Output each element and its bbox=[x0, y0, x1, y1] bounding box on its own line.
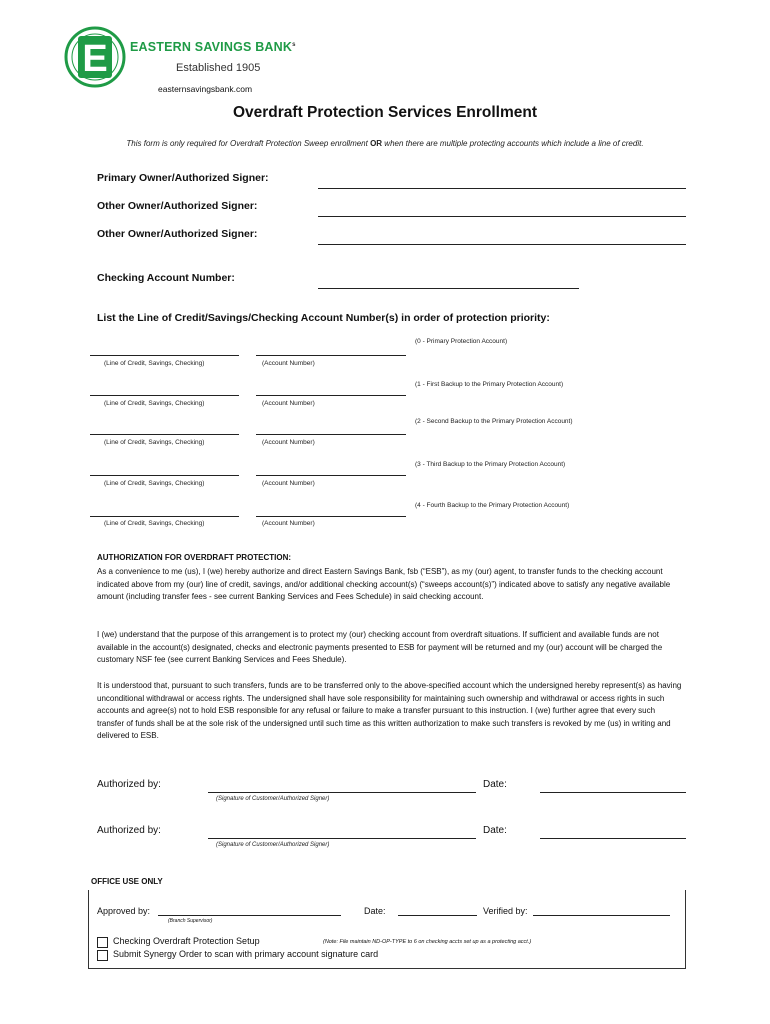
bank-name: EASTERN SAVINGS BANK$^s$ bbox=[130, 40, 296, 54]
type-caption: (Line of Credit, Savings, Checking) bbox=[104, 439, 205, 446]
office-date-field[interactable] bbox=[398, 915, 477, 916]
office-date-label: Date: bbox=[364, 906, 386, 916]
approved-by-field[interactable] bbox=[158, 915, 341, 916]
primary-signer-label: Primary Owner/Authorized Signer: bbox=[97, 172, 269, 184]
verified-by-label: Verified by: bbox=[483, 906, 528, 916]
account-caption: (Account Number) bbox=[262, 520, 315, 527]
priority-3-label: (3 - Third Backup to the Primary Protection Account) bbox=[415, 461, 566, 468]
established-text: Established 1905 bbox=[176, 62, 261, 74]
file-maintain-note: (Note: File maintain ND-OP-TYPE to 6 on checking accts set up as a protecting acct.) bbox=[323, 939, 532, 945]
logo-letter: E bbox=[82, 38, 108, 80]
priority-2-label: (2 - Second Backup to the Primary Protection Account) bbox=[415, 418, 573, 425]
priority-2-type-field[interactable] bbox=[90, 434, 239, 435]
date-label-2: Date: bbox=[483, 825, 507, 836]
priority-2-account-field[interactable] bbox=[256, 434, 406, 435]
approved-by-label: Approved by: bbox=[97, 906, 151, 916]
authorization-paragraph-1: As a convenience to me (us), I (we) hereby authorize and direct Eastern Savings Bank, fsb (“ESB”), as my (our) agent, to transfer funds to the checking account indicated above from my (our) line of credit, savings, and/or additional checking account(s) (“sweeps account(s)”) indicated above to satisfy any negative available amount (including transfer fees - see current Banking Services and Fees Schedule) in said checking account. bbox=[97, 567, 671, 601]
other-signer-label-2: Other Owner/Authorized Signer: bbox=[97, 228, 258, 240]
type-caption: (Line of Credit, Savings, Checking) bbox=[104, 520, 205, 527]
authorized-by-label-2: Authorized by: bbox=[97, 825, 161, 836]
authorization-heading: AUTHORIZATION FOR OVERDRAFT PROTECTION: bbox=[97, 553, 292, 562]
approved-by-caption: (Branch Supervisor) bbox=[168, 918, 213, 924]
synergy-order-checkbox[interactable] bbox=[97, 950, 108, 961]
other-signer-field-1[interactable] bbox=[318, 216, 686, 217]
priority-0-account-field[interactable] bbox=[256, 355, 406, 356]
checking-account-label: Checking Account Number: bbox=[97, 272, 235, 284]
date-label-1: Date: bbox=[483, 779, 507, 790]
priority-1-type-field[interactable] bbox=[90, 395, 239, 396]
signature-field-2[interactable] bbox=[208, 838, 476, 839]
signature-field-1[interactable] bbox=[208, 792, 476, 793]
priority-4-type-field[interactable] bbox=[90, 516, 239, 517]
form-subtitle: This form is only required for Overdraft Protection Sweep enrollment OR when there are multiple protecting accounts which include a line of credit. bbox=[126, 139, 644, 148]
signature-caption-2: (Signature of Customer/Authorized Signer) bbox=[216, 842, 330, 848]
type-caption: (Line of Credit, Savings, Checking) bbox=[104, 360, 205, 367]
priority-1-account-field[interactable] bbox=[256, 395, 406, 396]
priority-1-label: (1 - First Backup to the Primary Protection Account) bbox=[415, 381, 564, 388]
verified-by-field[interactable] bbox=[533, 915, 670, 916]
account-caption: (Account Number) bbox=[262, 360, 315, 367]
authorization-paragraph-3: It is understood that, pursuant to such transfers, funds are to be transferred only to the above-specified account which the undersigned hereby represent(s) as having unconditional withdrawal or access rights. The undersigned shall have sole responsibility for maintaining such ownership and withdrawal or access rights in such accounts and agree(s) not to hold ESB responsible for any refusal or failure to make a transfer pursuant to this instruction. I (we) further agree that every such transfer of funds shall be at the sole risk of the undersigned until such time as this written authorization to make such transfers is revoked by me (us) in writing and delivered to ESB. bbox=[97, 681, 682, 740]
date-field-1[interactable] bbox=[540, 792, 686, 793]
overdraft-setup-label: Checking Overdraft Protection Setup bbox=[113, 936, 260, 946]
account-caption: (Account Number) bbox=[262, 400, 315, 407]
type-caption: (Line of Credit, Savings, Checking) bbox=[104, 480, 205, 487]
office-use-heading: OFFICE USE ONLY bbox=[91, 877, 163, 886]
priority-4-account-field[interactable] bbox=[256, 516, 406, 517]
form-title: Overdraft Protection Services Enrollment bbox=[232, 104, 538, 121]
priority-3-type-field[interactable] bbox=[90, 475, 239, 476]
type-caption: (Line of Credit, Savings, Checking) bbox=[104, 400, 205, 407]
overdraft-setup-checkbox[interactable] bbox=[97, 937, 108, 948]
other-signer-label-1: Other Owner/Authorized Signer: bbox=[97, 200, 258, 212]
bank-name-mark: s bbox=[292, 41, 296, 48]
primary-signer-field[interactable] bbox=[318, 188, 686, 189]
priority-0-label: (0 - Primary Protection Account) bbox=[415, 338, 508, 345]
account-caption: (Account Number) bbox=[262, 480, 315, 487]
authorization-paragraph-2: I (we) understand that the purpose of this arrangement is to protect my (our) checking account from overdraft situations. If sufficient and available funds are not available in the account(s) designated, checks and electronic payments presented to ESB for payment will be returned and my (our) account will be charged the customary NSF fee (see current Banking Services and Fees Shedule). bbox=[97, 630, 663, 664]
authorized-by-label-1: Authorized by: bbox=[97, 779, 161, 790]
account-caption: (Account Number) bbox=[262, 439, 315, 446]
priority-0-type-field[interactable] bbox=[90, 355, 239, 356]
list-heading: List the Line of Credit/Savings/Checking Account Number(s) in order of protection priority: bbox=[97, 312, 550, 324]
priority-3-account-field[interactable] bbox=[256, 475, 406, 476]
checking-account-field[interactable] bbox=[318, 288, 579, 289]
bank-logo bbox=[64, 26, 126, 88]
website-text: easternsavingsbank.com bbox=[158, 84, 253, 94]
synergy-order-label: Submit Synergy Order to scan with primary account signature card bbox=[113, 949, 379, 959]
signature-caption-1: (Signature of Customer/Authorized Signer) bbox=[216, 796, 330, 802]
date-field-2[interactable] bbox=[540, 838, 686, 839]
other-signer-field-2[interactable] bbox=[318, 244, 686, 245]
priority-4-label: (4 - Fourth Backup to the Primary Protection Account) bbox=[415, 502, 570, 509]
